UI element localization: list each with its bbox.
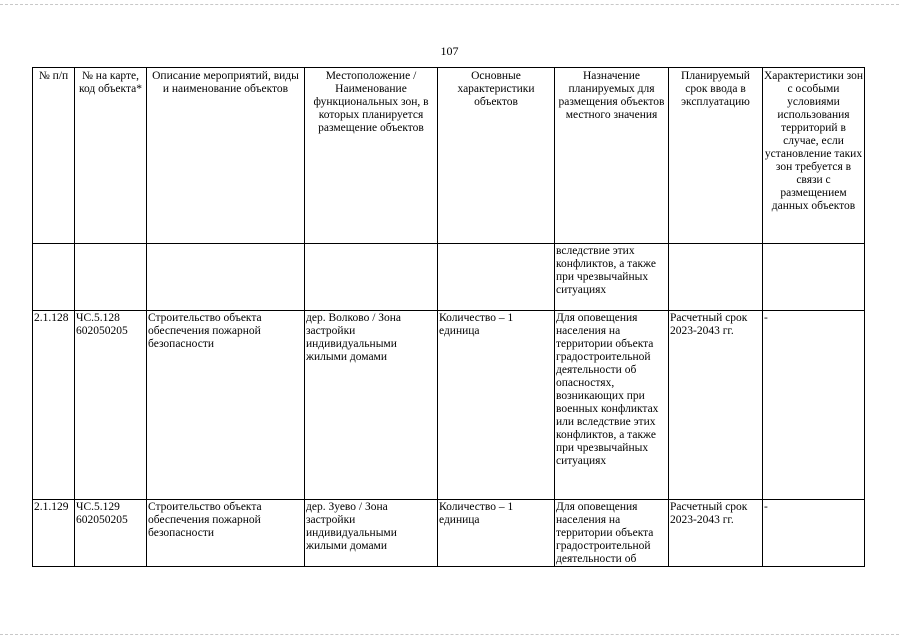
cell-num: 2.1.128 (33, 311, 75, 500)
measures-table (32, 67, 865, 567)
header-characteristics: Основные характеристики объектов (438, 68, 555, 244)
page-number: 107 (440, 44, 459, 58)
cell-purpose: вследствие этих конфликтов, а также при чрезвычайных ситуациях (555, 244, 669, 311)
header-num: № п/п (33, 68, 75, 244)
cell-empty (669, 244, 763, 311)
cell-zones: - (763, 500, 865, 567)
table-row (33, 311, 865, 500)
cell-empty (75, 244, 147, 311)
header-purpose: Назначение планируемых для размещения объектов местного значения (555, 68, 669, 244)
header-term: Планируемый срок ввода в эксплуатацию (669, 68, 763, 244)
cell-code: ЧС.5.128 602050205 (75, 311, 147, 500)
cell-empty (33, 244, 75, 311)
header-location: Местоположение / Наименование функциональных зон, в которых планируется размещение объектов (305, 68, 438, 244)
cell-code: ЧС.5.129 602050205 (75, 500, 147, 567)
cell-term: Расчетный срок 2023-2043 гг. (669, 311, 763, 500)
cell-location: дер. Волково / Зона застройки индивидуальными жилыми домами (305, 311, 438, 500)
cell-num: 2.1.129 (33, 500, 75, 567)
cell-empty (438, 244, 555, 311)
cell-description: Строительство объекта обеспечения пожарной безопасности (147, 500, 305, 567)
scan-edge-top (0, 4, 899, 5)
cell-empty (147, 244, 305, 311)
cell-characteristics: Количество – 1 единица (438, 311, 555, 500)
cell-purpose: Для оповещения населения на территории объекта градостроительной деятельности об опасностях, возникающих при военных конфликтах или вследствие этих конфликтов, а также при чрезвычайных ситуациях (555, 311, 669, 500)
cell-empty (763, 244, 865, 311)
cell-empty (305, 244, 438, 311)
header-description: Описание мероприятий, виды и наименование объектов (147, 68, 305, 244)
header-code: № на карте, код объекта* (75, 68, 147, 244)
cell-zones: - (763, 311, 865, 500)
cell-purpose: Для оповещения населения на территории объекта градостроительной деятельности об (555, 500, 669, 567)
table-header-row (33, 68, 865, 244)
table-row (33, 500, 865, 567)
header-zones: Характеристики зон с особыми условиями использования территорий в случае, если установление таких зон требуется в связи с размещением данных объектов (763, 68, 865, 244)
cell-term: Расчетный срок 2023-2043 гг. (669, 500, 763, 567)
cell-location: дер. Зуево / Зона застройки индивидуальными жилыми домами (305, 500, 438, 567)
cell-description: Строительство объекта обеспечения пожарной безопасности (147, 311, 305, 500)
cell-characteristics: Количество – 1 единица (438, 500, 555, 567)
table-row-continuation (33, 244, 865, 311)
scan-edge-bottom (0, 634, 899, 635)
